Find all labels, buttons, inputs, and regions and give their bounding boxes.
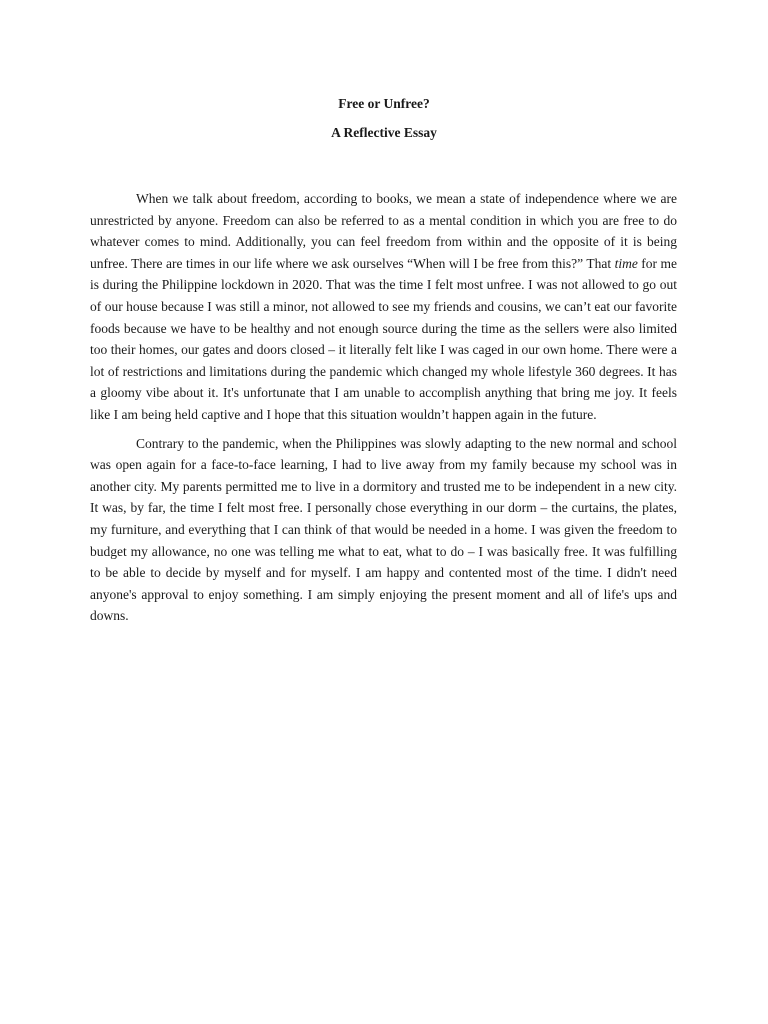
paragraph-1-emphasis: time <box>614 255 638 271</box>
essay-title: Free or Unfree? <box>338 96 430 111</box>
essay-body <box>90 188 677 627</box>
paragraph-1-part-2: for me is during the Philippine lockdown in 2020. That was the time I felt most unfree. I was not allowed to go out of our house because I was still a minor, not allowed to see my friends and cousins, we can’t eat our favorite foods because we have to be healthy and not enough source during the time as the sellers were also limited too their homes, our gates and doors closed – it literally felt like I was caged in our own home. There were a lot of restrictions and limitations during the pandemic which changed my whole lifestyle 360 degrees. It has a gloomy vibe about it. It's unfortunate that I am unable to accomplish anything that bring me joy. It feels like I am being held captive and I hope that this situation wouldn’t happen again in the future. <box>90 255 677 422</box>
title-block <box>0 96 768 141</box>
paragraph-1 <box>90 188 677 426</box>
essay-subtitle: A Reflective Essay <box>331 125 437 140</box>
paragraph-2: Contrary to the pandemic, when the Philippines was slowly adapting to the new normal and school was open again for a face-to-face learning, I had to live away from my family because my school was in another city. My parents permitted me to live in a dormitory and trusted me to be independent in a new city. It was, by far, the time I felt most free. I personally chose everything in our dorm – the curtains, the plates, my furniture, and everything that I can think of that would be needed in a home. I was given the freedom to budget my allowance, no one was telling me what to eat, what to do – I was basically free. It was fulfilling to be able to decide by myself and for myself. I am happy and contented most of the time. I didn't need anyone's approval to enjoy something. I am simply enjoying the present moment and all of life's ups and downs. <box>90 435 677 624</box>
paragraph-1-part-1: When we talk about freedom, according to books, we mean a state of independence where we are unrestricted by anyone. Freedom can also be referred to as a mental condition in which you are free to do whatever comes to mind. Additionally, you can feel freedom from within and the opposite of it is being unfree. There are times in our life where we ask ourselves “When will I be free from this?” That <box>90 191 677 271</box>
